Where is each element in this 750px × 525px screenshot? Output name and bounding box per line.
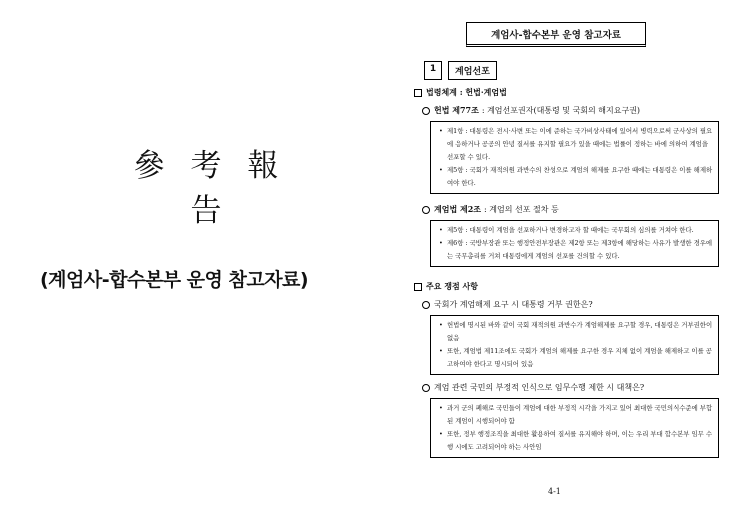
note-item: • 제1항 : 대통령은 전시·사변 또는 이에 준하는 국가비상사태에 있어서 병력으로써 군사상의 필요에 응하거나 공공의 안녕 질서를 유지할 필요가 있을 때에는 법률이 정하는 바에 의하여 계엄을 선포할 수 있다. <box>439 125 713 164</box>
note-item: • 또한, 정부 행정조직을 최대한 활용하여 질서를 유지해야 하며, 이는 우리 부대 합수본부 임무 수행 시에도 고려되어야 하는 사안임 <box>439 428 713 454</box>
circle-bullet-icon <box>422 206 430 214</box>
martial-law-heading-tail: : 계엄의 선포 절차 등 <box>484 205 559 214</box>
issue1-box <box>430 315 719 375</box>
section-title: 계엄선포 <box>448 61 497 80</box>
note-text: 과거 군의 폐해로 국민들이 계엄에 대한 부정적 시각을 가지고 있어 최대한 국민의식수준에 부합된 계엄이 시행되어야 함 <box>447 404 713 425</box>
constitution-heading: 헌법 제77조 <box>434 105 479 115</box>
issues-heading: 주요 쟁점 사항 <box>426 281 478 291</box>
note-item: • 또한, 계엄법 제11조에도 국회가 계엄의 해제를 요구한 경우 지체 없이 계엄을 해제하고 이를 공고하여야 한다고 명시되어 있음 <box>439 345 713 371</box>
note-text: 제5항 : 국회가 재적의원 과반수의 찬성으로 계엄의 해제를 요구한 때에는 대통령은 이를 해제하여야 한다. <box>447 166 713 187</box>
note-item: • 제6항 : 국방부장관 또는 행정안전부장관은 제2항 또는 제3항에 해당하는 사유가 발생한 경우에는 국무총리를 거쳐 대통령에게 계엄의 선포를 건의할 수 있다. <box>439 237 713 263</box>
issue2-question: 계엄 관련 국민의 부정적 인식으로 임무수행 제한 시 대책은? <box>434 383 645 392</box>
cover-title: 參 考 報 告 <box>133 148 287 229</box>
section-number: 1 <box>424 61 442 80</box>
martial-law-box <box>430 220 719 267</box>
square-bullet-icon <box>414 283 422 291</box>
note-text: 제1항 : 대통령은 전시·사변 또는 이에 준하는 국가비상사태에 있어서 병력으로써 군사상의 필요에 응하거나 공공의 안녕 질서를 유지할 필요가 있을 때에는 법률이 정하는 바에 의하여 계엄을 선포할 수 있다. <box>447 127 713 161</box>
constitution-line <box>412 105 732 116</box>
note-item: • 과거 군의 폐해로 국민들이 계엄에 대한 부정적 시각을 가지고 있어 최대한 국민의식수준에 부합된 계엄이 시행되어야 함 <box>439 402 713 428</box>
circle-bullet-icon <box>422 301 430 309</box>
note-item: • 제5항 : 국회가 재적의원 과반수의 찬성으로 계엄의 해제를 요구한 때에는 대통령은 이를 해제하여야 한다. <box>439 164 713 190</box>
issue2-line <box>412 382 732 393</box>
note-item: • 헌법에 명시된 바와 같이 국회 재적의원 과반수가 계엄해제를 요구할 경우, 대통령은 거부권한이 없음 <box>439 319 713 345</box>
cover-subtitle: (계엄사-합수본부 운영 참고자료) <box>40 269 309 291</box>
page-header: 계엄사-합수본부 운영 참고자료 <box>466 22 646 47</box>
section-heading <box>424 61 732 80</box>
note-text: 헌법에 명시된 바와 같이 국회 재적의원 과반수가 계엄해제를 요구할 경우, 대통령은 거부권한이 없음 <box>447 321 713 342</box>
page-number: 4-1 <box>548 487 561 496</box>
legal-basis-heading: 법령체계 : 헌법·계엄법 <box>426 87 507 97</box>
legal-basis-line <box>412 87 732 98</box>
note-text: 제6항 : 국방부장관 또는 행정안전부장관은 제2항 또는 제3항에 해당하는 사유가 발생한 경우에는 국무총리를 거쳐 대통령에게 계엄의 선포를 건의할 수 있다. <box>447 239 713 260</box>
martial-law-line <box>412 204 732 215</box>
issue1-line <box>412 299 732 310</box>
circle-bullet-icon <box>422 107 430 115</box>
note-item: • 제5항 : 대통령이 계엄을 선포하거나 변경하고자 할 때에는 국무회의 심의를 거쳐야 한다. <box>439 224 713 237</box>
issues-line <box>412 281 732 292</box>
issue1-question: 국회가 계엄해제 요구 시 대통령 거부 권한은? <box>434 300 593 309</box>
circle-bullet-icon <box>422 384 430 392</box>
issue2-box <box>430 398 719 458</box>
constitution-heading-tail: : 계엄선포권자(대통령 및 국회의 해지요구권) <box>481 106 641 115</box>
note-text: 또한, 정부 행정조직을 최대한 활용하여 질서를 유지해야 하며, 이는 우리 부대 합수본부 임무 수행 시에도 고려되어야 하는 사안임 <box>447 430 713 451</box>
martial-law-heading: 계엄법 제2조 <box>434 204 481 214</box>
square-bullet-icon <box>414 89 422 97</box>
note-text: 제5항 : 대통령이 계엄을 선포하거나 변경하고자 할 때에는 국무회의 심의를 거쳐야 한다. <box>447 226 694 234</box>
note-text: 또한, 계엄법 제11조에도 국회가 계엄의 해제를 요구한 경우 지체 없이 계엄을 해제하고 이를 공고하여야 한다고 명시되어 있음 <box>447 347 712 368</box>
content-page <box>412 22 732 458</box>
constitution-box <box>430 121 719 194</box>
